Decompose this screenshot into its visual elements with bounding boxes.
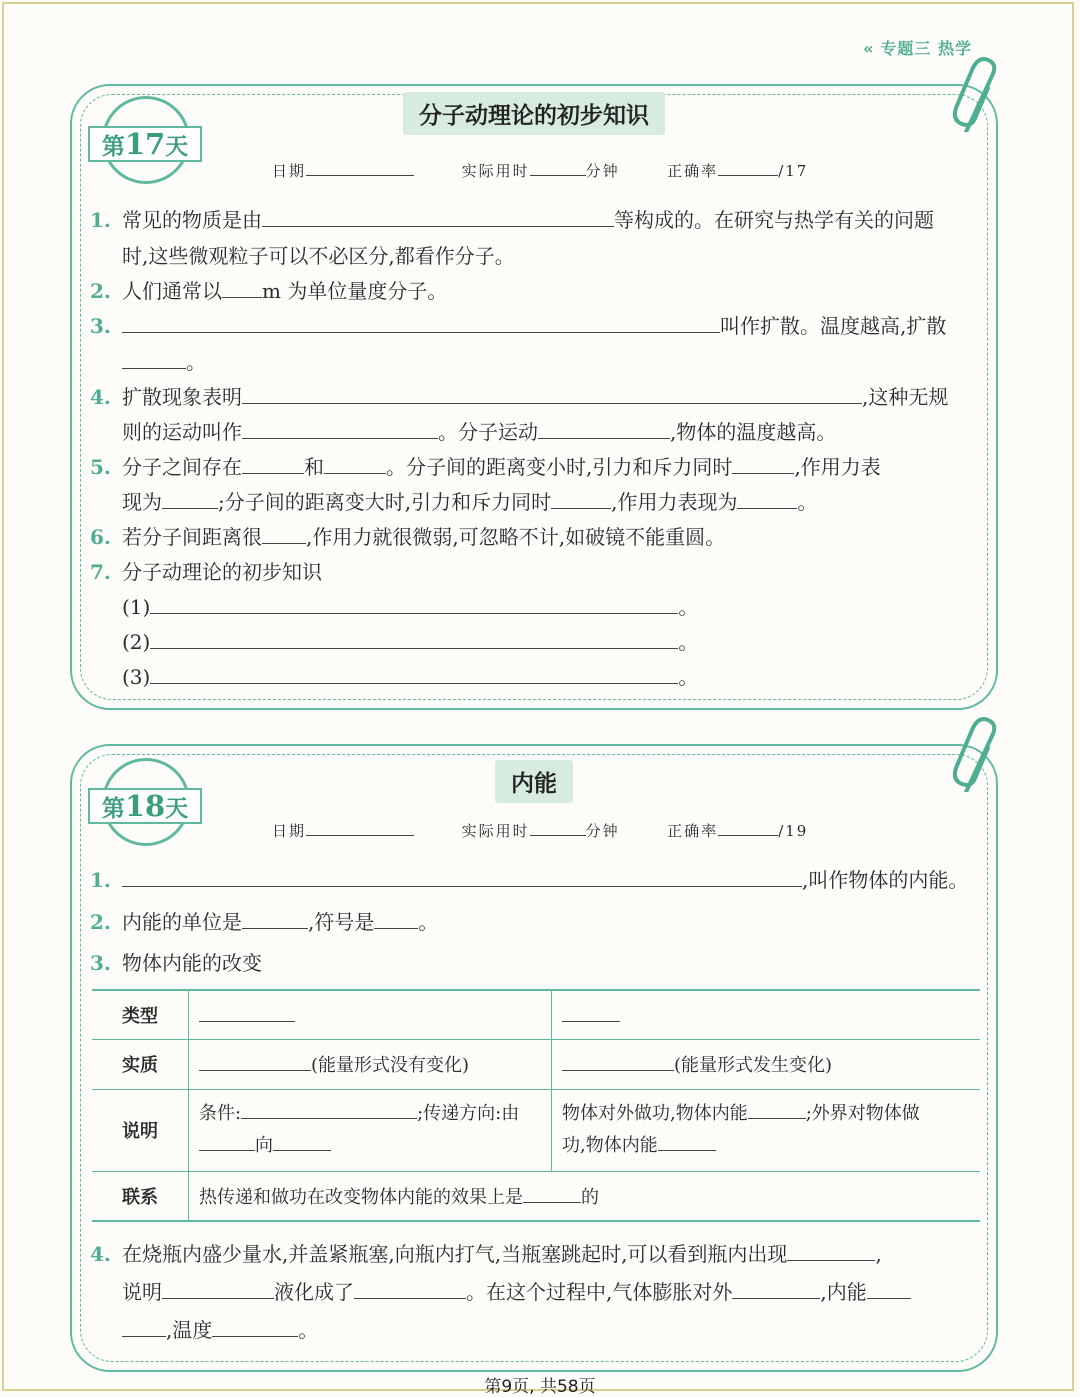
day-badge [88, 96, 206, 192]
answer-blank[interactable] [562, 1003, 620, 1022]
question-4-cont: 则的运动叫作 。分子运动 ,物体的温度越高。 [122, 420, 837, 444]
question-7: 7. 分子动理论的初步知识 [90, 560, 322, 584]
answer-blank[interactable] [122, 868, 802, 887]
table-row [92, 990, 980, 1039]
answer-blank[interactable] [374, 910, 418, 929]
table-cell: 条件: ;传递方向:由 向 [189, 1089, 552, 1171]
internal-energy-table [92, 989, 980, 1222]
question-4-cont: 说明 液化成了 。在这个过程中,气体膨胀对外 ,内能 [90, 1280, 911, 1304]
question-4-cont2: ,温度 。 [90, 1318, 318, 1342]
answer-blank[interactable] [241, 1100, 417, 1119]
answer-blank[interactable] [562, 1052, 674, 1071]
row-head: 说明 [92, 1089, 189, 1171]
answer-blank[interactable] [150, 630, 678, 649]
answer-blank[interactable] [732, 1280, 820, 1299]
row-head: 类型 [92, 990, 189, 1039]
question-2: 2. 内能的单位是 ,符号是 。 [90, 910, 439, 934]
question-1: 1. ,叫作物体的内能。 [90, 868, 969, 892]
question-3: 3. 叫作扩散。温度越高,扩散 [90, 314, 947, 338]
day18-card [70, 744, 998, 1372]
topic-label: 专题三 热学 [880, 39, 972, 58]
record-line: 日期 实际用时 分钟 正确率 /17 [272, 162, 809, 180]
answer-blank[interactable] [150, 665, 678, 684]
answer-blank[interactable] [538, 420, 670, 439]
question-2: 2. 人们通常以 m 为单位量度分子。 [90, 279, 448, 303]
answer-blank[interactable] [162, 490, 218, 509]
answer-blank[interactable] [354, 1280, 466, 1299]
table-row [92, 1089, 980, 1171]
table-cell: 热传递和做功在改变物体内能的效果上是 的 [189, 1171, 981, 1221]
table-cell [552, 990, 981, 1039]
question-7-sub1: (1) 。 [122, 595, 699, 619]
question-6: 6. 若分子间距离很 ,作用力就很微弱,可忽略不计,如破镜不能重圆。 [90, 525, 726, 549]
day-badge [88, 758, 206, 854]
answer-blank[interactable] [262, 208, 614, 227]
question-5: 5. 分子之间存在 和 。分子间的距离变小时,引力和斥力同时 ,作用力表 [90, 455, 881, 479]
answer-blank[interactable] [199, 1003, 295, 1022]
answer-blank[interactable] [523, 1184, 581, 1203]
page-number: 第9页, 共58页 [484, 1377, 596, 1397]
table-cell [189, 990, 552, 1039]
answer-blank[interactable] [212, 1318, 298, 1337]
answer-blank[interactable] [242, 420, 438, 439]
answer-blank[interactable] [122, 1318, 166, 1337]
answer-blank[interactable] [122, 350, 186, 369]
table-cell: 物体对外做功,物体内能 ;外界对物体做 功,物体内能 [552, 1089, 981, 1171]
table-row [92, 1171, 980, 1221]
badge-label: 第18天 [88, 788, 202, 824]
row-head: 联系 [92, 1171, 189, 1221]
answer-blank[interactable] [242, 455, 304, 474]
chevron-left-icon: « [863, 39, 875, 58]
question-7-sub3: (3) 。 [122, 665, 699, 689]
answer-blank[interactable] [242, 910, 308, 929]
answer-blank[interactable] [122, 314, 720, 333]
question-3: 3. 物体内能的改变 [90, 951, 262, 975]
table-cell: (能量形式没有变化) [189, 1039, 552, 1089]
row-head: 实质 [92, 1039, 189, 1089]
record-line: 日期 实际用时 分钟 正确率 /19 [272, 822, 809, 840]
question-1-cont: 时,这些微观粒子可以不必区分,都看作分子。 [122, 244, 515, 268]
answer-blank[interactable] [199, 1052, 311, 1071]
answer-blank[interactable] [324, 455, 386, 474]
answer-blank[interactable] [242, 385, 862, 404]
answer-blank[interactable] [262, 525, 306, 544]
answer-blank[interactable] [551, 490, 611, 509]
table-row [92, 1039, 980, 1089]
answer-blank[interactable] [737, 490, 797, 509]
answer-blank[interactable] [162, 1280, 274, 1299]
section-title: 分子动理论的初步知识 [403, 92, 665, 135]
question-1: 1. 常见的物质是由 等构成的。在研究与热学有关的问题 [90, 208, 934, 232]
question-7-sub2: (2) 。 [122, 630, 699, 654]
question-4: 4. 扩散现象表明 ,这种无规 [90, 385, 949, 409]
answer-blank[interactable] [199, 1132, 255, 1151]
question-4: 4. 在烧瓶内盛少量水,并盖紧瓶塞,向瓶内打气,当瓶塞跳起时,可以看到瓶内出现 , [90, 1242, 882, 1266]
answer-blank[interactable] [222, 279, 262, 298]
question-3-cont: 。 [90, 350, 206, 374]
badge-label: 第17天 [88, 126, 202, 162]
answer-blank[interactable] [273, 1132, 331, 1151]
paperclip-icon [946, 712, 1002, 792]
answer-blank[interactable] [867, 1280, 911, 1299]
day17-card [70, 84, 998, 710]
answer-blank[interactable] [787, 1242, 875, 1261]
question-5-cont: 现为 ;分子间的距离变大时,引力和斥力同时 ,作用力表现为 。 [122, 490, 818, 514]
answer-blank[interactable] [150, 595, 678, 614]
table-cell: (能量形式发生变化) [552, 1039, 981, 1089]
section-title: 内能 [495, 760, 573, 803]
answer-blank[interactable] [732, 455, 794, 474]
answer-blank[interactable] [748, 1100, 806, 1119]
answer-blank[interactable] [658, 1132, 716, 1151]
paperclip-icon [946, 52, 1002, 132]
